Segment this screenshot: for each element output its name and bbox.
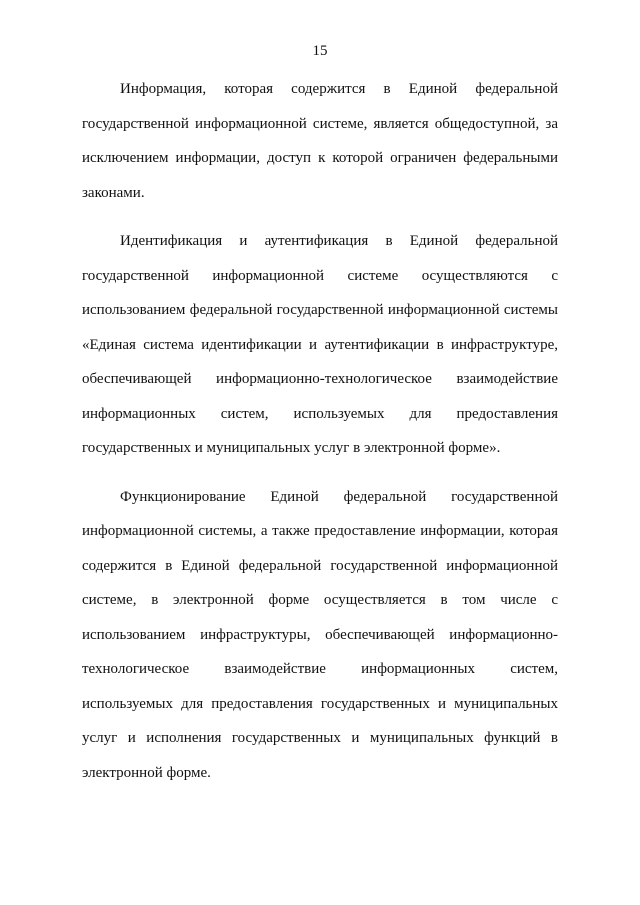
paragraph-identification-authentication: Идентификация и аутентификация в Единой федеральной государственной информационной системе осуществляются с использованием федеральной государственной информационной системы «Единая система идентификации и аутентификации в инфраструктуре, обеспечивающей информационно-технологическое взаимодействие информационных систем, используемых для предоставления государственных и муниципальных услуг в электронной форме». <box>82 233 558 456</box>
page-number: 15 <box>312 43 328 59</box>
paragraph-information-access: Информация, которая содержится в Единой федеральной государственной информационной системе, является общедоступной, за исключением информации, доступ к которой ограничен федеральными законами. <box>82 81 558 201</box>
paragraph-system-functioning: Функционирование Единой федеральной государственной информационной системы, а также предоставление информации, которая содержится в Единой федеральной государственной информационной системе, в электронной форме осуществляется в том числе с использованием инфраструктуры, обеспечивающей информационно-технологическое взаимодействие информационных систем, используемых для предоставления государственных и муниципальных услуг и исполнения государственных и муниципальных функций в электронной форме. <box>82 488 558 781</box>
document-body <box>82 72 558 804</box>
